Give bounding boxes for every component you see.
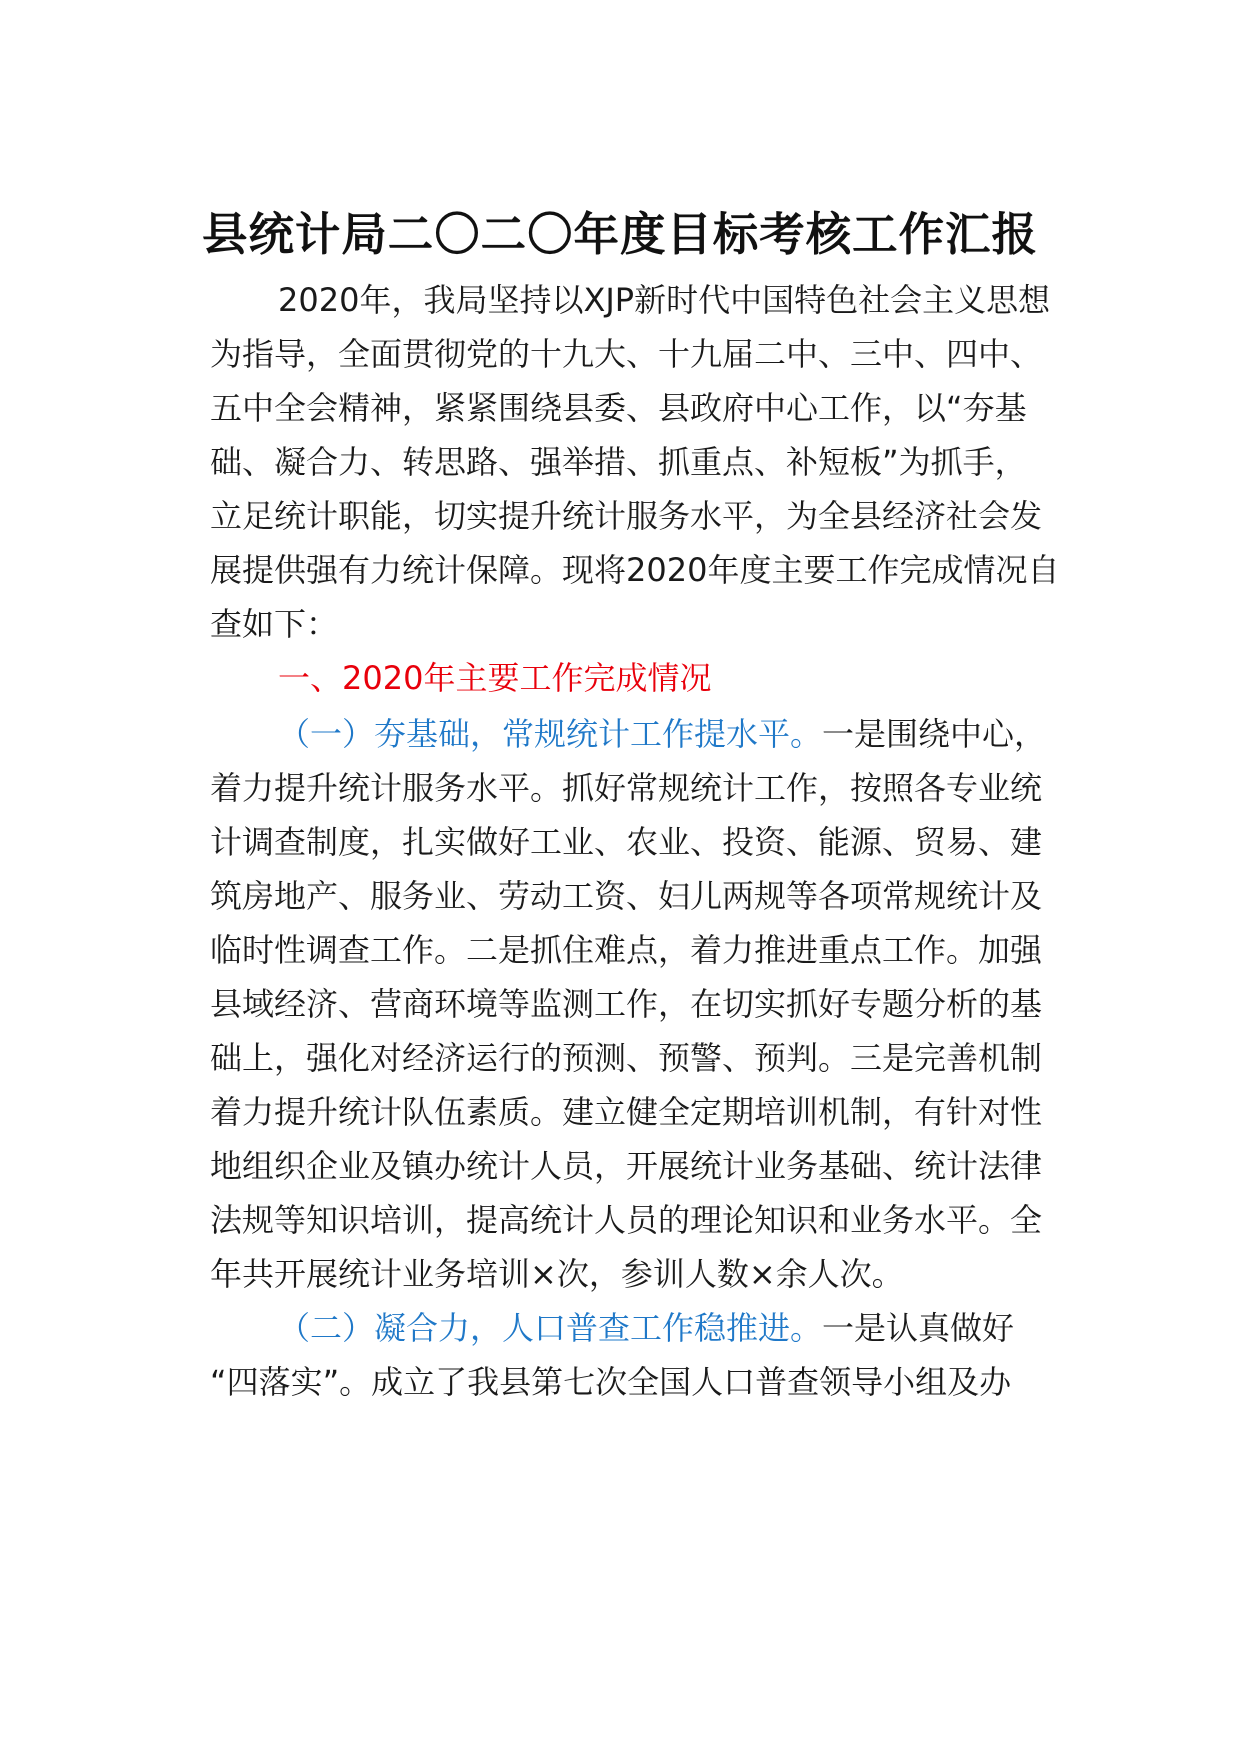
intro-line-3: 五中全会精神，紧紧围绕县委、县政府中心工作，以“夯基	[210, 389, 1027, 427]
intro-line-1: 2020年，我局坚持以XJP新时代中国特色社会主义思想	[278, 281, 1051, 319]
intro-line-5: 立足统计职能，切实提升统计服务水平，为全县经济社会发	[210, 497, 1043, 535]
subsection-2-line: “四落实”。成立了我县第七次全国人口普查领导小组及办	[210, 1363, 1012, 1401]
subsection-1-heading: （一）夯基础，常规统计工作提水平。	[278, 715, 823, 753]
document-title: 县统计局二〇二〇年度目标考核工作汇报	[202, 208, 1038, 261]
section-heading: 一、2020年主要工作完成情况	[278, 659, 712, 697]
subsection-1-line: 临时性调查工作。二是抓住难点，着力推进重点工作。加强	[210, 931, 1043, 969]
subsection-2-heading: （二）凝合力，人口普查工作稳推进。	[278, 1309, 823, 1347]
subsection-1-line: 年共开展统计业务培训×次，参训人数×余人次。	[210, 1255, 904, 1293]
subsection-1-line: 础上，强化对经济运行的预测、预警、预判。三是完善机制	[210, 1039, 1043, 1077]
subsection-1-line: 法规等知识培训，提高统计人员的理论知识和业务水平。全	[210, 1201, 1043, 1239]
subsection-1-line: 着力提升统计队伍素质。建立健全定期培训机制，有针对性	[210, 1093, 1043, 1131]
intro-line-4: 础、凝合力、转思路、强举措、抓重点、补短板”为抓手，	[210, 443, 1027, 481]
subsection-1-line: 筑房地产、服务业、劳动工资、妇儿两规等各项常规统计及	[210, 877, 1043, 915]
subsection-1-line: 计调查制度，扎实做好工业、农业、投资、能源、贸易、建	[210, 823, 1043, 861]
subsection-1-first-text: 一是围绕中心，	[822, 715, 1047, 753]
subsection-1-line: 地组织企业及镇办统计人员，开展统计业务基础、统计法律	[210, 1147, 1043, 1185]
subsection-2-first-line	[278, 1306, 1014, 1350]
intro-line-6: 展提供强有力统计保障。现将2020年度主要工作完成情况自	[210, 551, 1060, 589]
subsection-1-first-line	[278, 712, 1046, 756]
intro-line-7: 查如下：	[210, 605, 339, 643]
subsection-1-line: 着力提升统计服务水平。抓好常规统计工作，按照各专业统	[210, 769, 1043, 807]
intro-line-2: 为指导，全面贯彻党的十九大、十九届二中、三中、四中、	[210, 335, 1043, 373]
subsection-2-first-text: 一是认真做好	[822, 1309, 1015, 1347]
subsection-1-line: 县域经济、营商环境等监测工作，在切实抓好专题分析的基	[210, 985, 1043, 1023]
